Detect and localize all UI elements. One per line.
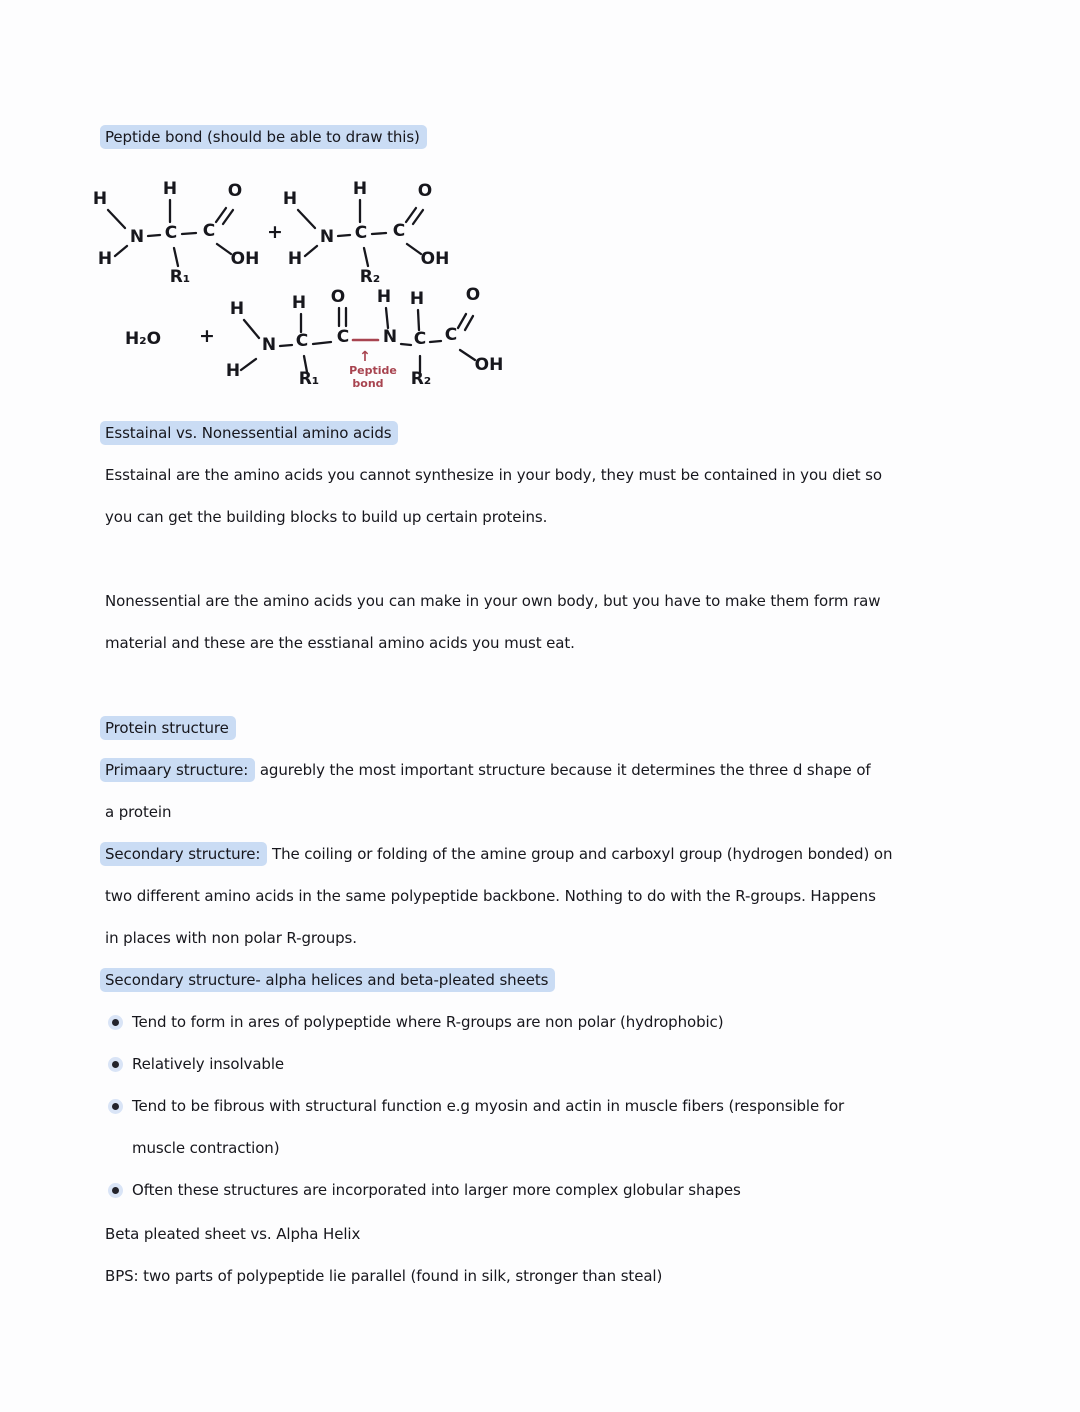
atom-label-h: H	[229, 299, 245, 319]
atom-label-o: O	[330, 287, 346, 307]
heading-highlight-text: Protein structure	[100, 716, 236, 740]
section-heading-peptide-bond	[105, 116, 985, 158]
atom-label-c: C	[354, 223, 368, 243]
atom-label-n: N	[261, 335, 277, 355]
atom-label-h: H	[225, 361, 241, 381]
heading-highlight-text: Esstainal vs. Nonessential amino acids	[100, 421, 398, 445]
hydroxyl-label: OH	[420, 249, 450, 269]
atom-label-c: C	[392, 221, 406, 241]
r1-group-label: R₁	[169, 267, 191, 287]
list-item	[105, 1169, 985, 1211]
bullet-text: Tend to form in ares of polypeptide where R-groups are non polar (hydrophobic)	[132, 1013, 724, 1031]
hydroxyl-label: OH	[230, 249, 260, 269]
paragraph-line	[105, 833, 985, 875]
peptide-bond-annotation-line1: Peptide	[349, 364, 397, 377]
paragraph-line: in places with non polar R-groups.	[105, 929, 357, 947]
atom-label-c: C	[164, 223, 178, 243]
bullet-icon	[112, 1187, 119, 1194]
atom-label-c: C	[444, 325, 458, 345]
water-molecule-label: H₂O	[124, 329, 162, 349]
paragraph-line: two different amino acids in the same polypeptide backbone. Nothing to do with the R-groups. Happens	[105, 887, 876, 905]
bullet-continuation-line: muscle contraction)	[132, 1139, 280, 1157]
section-heading-protein-structure	[105, 707, 985, 749]
atom-label-n: N	[382, 327, 398, 347]
paragraph-line: material and these are the esstianal amino acids you must eat.	[105, 634, 575, 652]
atom-label-c: C	[413, 329, 427, 349]
section-heading-secondary-structure-sheets	[105, 959, 985, 1001]
paragraph-text: agurebly the most important structure because it determines the three d shape of	[255, 761, 871, 779]
atom-label-o: O	[227, 181, 243, 201]
atom-label-h: H	[352, 179, 368, 199]
paragraph-secondary-structure	[105, 833, 985, 959]
bullet-icon	[112, 1103, 119, 1110]
paragraph-line: a protein	[105, 803, 172, 821]
section-heading-essential-vs-nonessential	[105, 412, 985, 454]
paragraph-line: BPS: two parts of polypeptide lie parallel (found in silk, stronger than steal)	[105, 1267, 663, 1285]
bullet-icon	[112, 1019, 119, 1026]
bullet-icon	[112, 1061, 119, 1068]
peptide-bond-arrow-icon: ↑	[359, 349, 371, 365]
r2-group-label: R₂	[410, 369, 432, 389]
paragraph-line: Nonessential are the amino acids you can make in your own body, but you have to make them form raw	[105, 592, 881, 610]
paragraph-line: Beta pleated sheet vs. Alpha Helix	[105, 1225, 361, 1243]
paragraph-line: Esstainal are the amino acids you cannot synthesize in your body, they must be contained in you diet so	[105, 466, 882, 484]
atom-label-h: H	[409, 289, 425, 309]
paragraph-essential	[105, 454, 985, 538]
atom-label-h: H	[291, 293, 307, 313]
hydroxyl-label: OH	[474, 355, 504, 375]
list-item	[105, 1043, 985, 1085]
atom-label-o: O	[465, 285, 481, 305]
bullet-text: Often these structures are incorporated into larger more complex globular shapes	[132, 1181, 741, 1199]
heading-highlight-text: Secondary structure- alpha helices and beta-pleated sheets	[100, 968, 555, 992]
list-item	[105, 1085, 985, 1127]
plus-sign: +	[267, 221, 283, 243]
r2-group-label: R₂	[359, 267, 381, 287]
atom-label-h: H	[282, 189, 298, 209]
atom-label-c: C	[295, 331, 309, 351]
peptide-bond-reaction-diagram	[85, 158, 545, 396]
paragraph-text: The coiling or folding of the amine group and carboxyl group (hydrogen bonded) on	[267, 845, 893, 863]
peptide-bond-annotation-line2: bond	[352, 377, 384, 390]
atom-label-h: H	[376, 287, 392, 307]
atom-label-c: C	[336, 327, 350, 347]
heading-highlight-text: Peptide bond (should be able to draw this)	[100, 125, 427, 149]
r1-group-label: R₁	[298, 369, 320, 389]
atom-label-h: H	[162, 179, 178, 199]
bullet-text: Tend to be fibrous with structural function e.g myosin and actin in muscle fibers (responsible for	[132, 1097, 845, 1115]
atom-label-h: H	[97, 249, 113, 269]
paragraph-line: you can get the building blocks to build up certain proteins.	[105, 508, 548, 526]
atom-label-c: C	[202, 221, 216, 241]
paragraph-primary-structure	[105, 749, 985, 833]
bullet-text: Relatively insolvable	[132, 1055, 285, 1073]
atom-label-n: N	[129, 227, 145, 247]
atom-label-h: H	[92, 189, 108, 209]
inline-highlight-label: Primaary structure:	[100, 758, 255, 782]
bullet-list	[105, 1001, 985, 1211]
inline-highlight-label: Secondary structure:	[100, 842, 267, 866]
closing-notes	[105, 1213, 985, 1297]
atom-label-h: H	[287, 249, 303, 269]
list-item	[105, 1001, 985, 1043]
atom-label-n: N	[319, 227, 335, 247]
plus-sign: +	[199, 325, 215, 347]
paragraph-line	[105, 749, 985, 791]
atom-label-o: O	[417, 181, 433, 201]
paragraph-nonessential	[105, 580, 985, 664]
